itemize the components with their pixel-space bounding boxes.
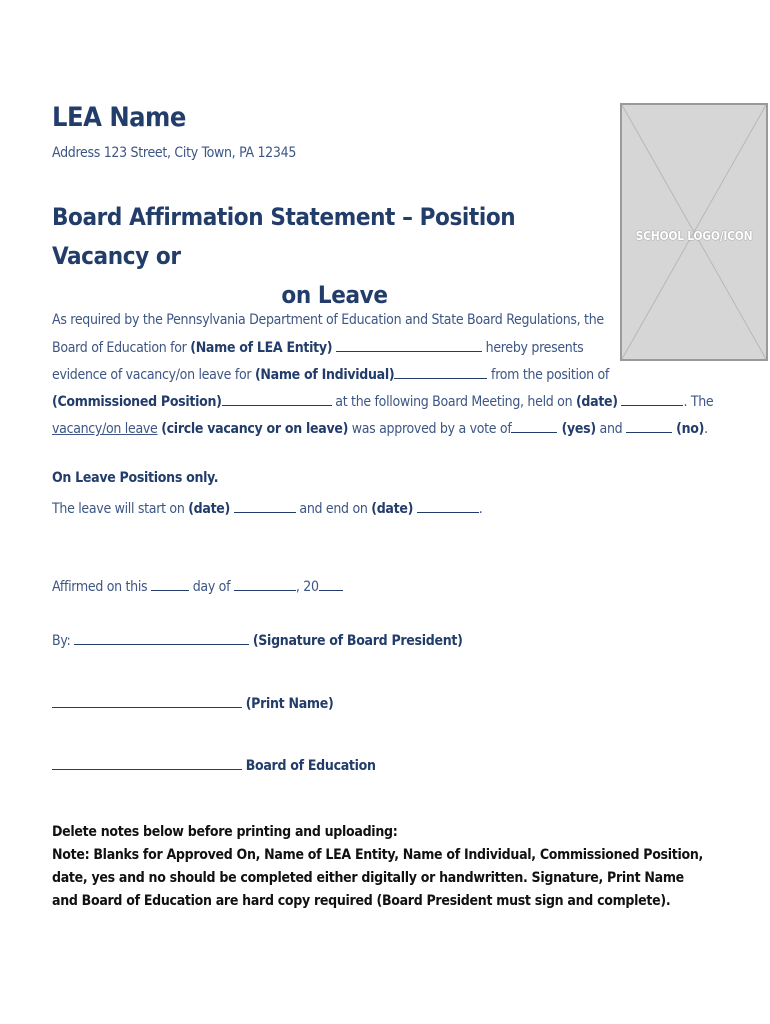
yes-votes-blank[interactable] [511, 418, 557, 433]
text: was approved by a vote of [348, 421, 512, 437]
text: . [704, 421, 708, 437]
lea-entity-label: (Name of LEA Entity) [190, 340, 333, 356]
individual-label: (Name of Individual) [254, 367, 395, 383]
print-name-label: (Print Name) [245, 696, 334, 712]
logo-label: SCHOOL LOGO/ICON [635, 229, 753, 243]
day-blank[interactable] [151, 576, 189, 591]
board-line [52, 755, 376, 776]
delete-notes [52, 821, 712, 913]
statement-line-1: As required by the Pennsylvania Department of Education and State Board Regulations, the [52, 312, 604, 328]
statement-line-5 [52, 418, 708, 439]
position-blank[interactable] [222, 391, 332, 406]
text: and end on [295, 501, 372, 517]
signature-line [52, 630, 463, 651]
text: from the position of [487, 367, 610, 383]
text: Affirmed on this [52, 579, 151, 595]
lea-entity-blank[interactable] [336, 337, 482, 352]
on-leave-heading: On Leave Positions only. [52, 470, 219, 486]
yes-label: (yes) [557, 421, 596, 437]
start-date-label: (date) [188, 501, 231, 517]
title-line-1: Board Affirmation Statement – Position Vacancy or [52, 203, 516, 270]
document-title [52, 198, 617, 315]
start-date-blank[interactable] [234, 498, 296, 513]
board-blank[interactable] [52, 755, 242, 770]
position-label: (Commissioned Position) [52, 394, 222, 410]
text: . The [683, 394, 714, 410]
notes-heading: Delete notes below before printing and uploading: [52, 824, 398, 840]
text: day of [189, 579, 234, 595]
meeting-date-blank[interactable] [621, 391, 683, 406]
statement-line-2 [52, 337, 583, 358]
text: , 20 [295, 579, 319, 595]
print-name-blank[interactable] [52, 693, 242, 708]
statement-line-4 [52, 391, 713, 412]
month-blank[interactable] [234, 576, 296, 591]
text: evidence of vacancy/on leave for [52, 367, 255, 383]
signature-label: (Signature of Board President) [252, 633, 463, 649]
no-label: (no) [672, 421, 705, 437]
end-date-blank[interactable] [417, 498, 479, 513]
end-date-label: (date) [371, 501, 414, 517]
year-blank[interactable] [319, 576, 343, 591]
print-name-line [52, 693, 333, 714]
leave-dates-line [52, 498, 482, 519]
text: The leave will start on [52, 501, 189, 517]
vacancy-leave-text: vacancy/on leave [52, 421, 158, 437]
school-logo-placeholder [620, 103, 768, 361]
meeting-date-label: (date) [575, 394, 618, 410]
text: and [595, 421, 627, 437]
text: Board of Education for [52, 340, 191, 356]
notes-body: Note: Blanks for Approved On, Name of LEA Entity, Name of Individual, Commissioned Position, date, yes and no should be completed either digitally or handwritten. Signature, Print Name and Board of Education are hard copy required (Board President must sign and complete). [52, 847, 704, 909]
lea-name-heading: LEA Name [52, 102, 186, 133]
signature-blank[interactable] [74, 630, 249, 645]
individual-blank[interactable] [394, 364, 487, 379]
lea-address: Address 123 Street, City Town, PA 12345 [52, 145, 297, 161]
text: hereby presents [481, 340, 584, 356]
title-line-2: on Leave [281, 281, 388, 309]
text: at the following Board Meeting, held on [331, 394, 576, 410]
affirmed-line [52, 576, 343, 597]
board-label: Board of Education [245, 758, 376, 774]
text: By: [52, 633, 75, 649]
statement-line-3 [52, 364, 609, 385]
text: . [478, 501, 483, 517]
no-votes-blank[interactable] [626, 418, 672, 433]
circle-instruction: (circle vacancy or on leave) [161, 421, 349, 437]
